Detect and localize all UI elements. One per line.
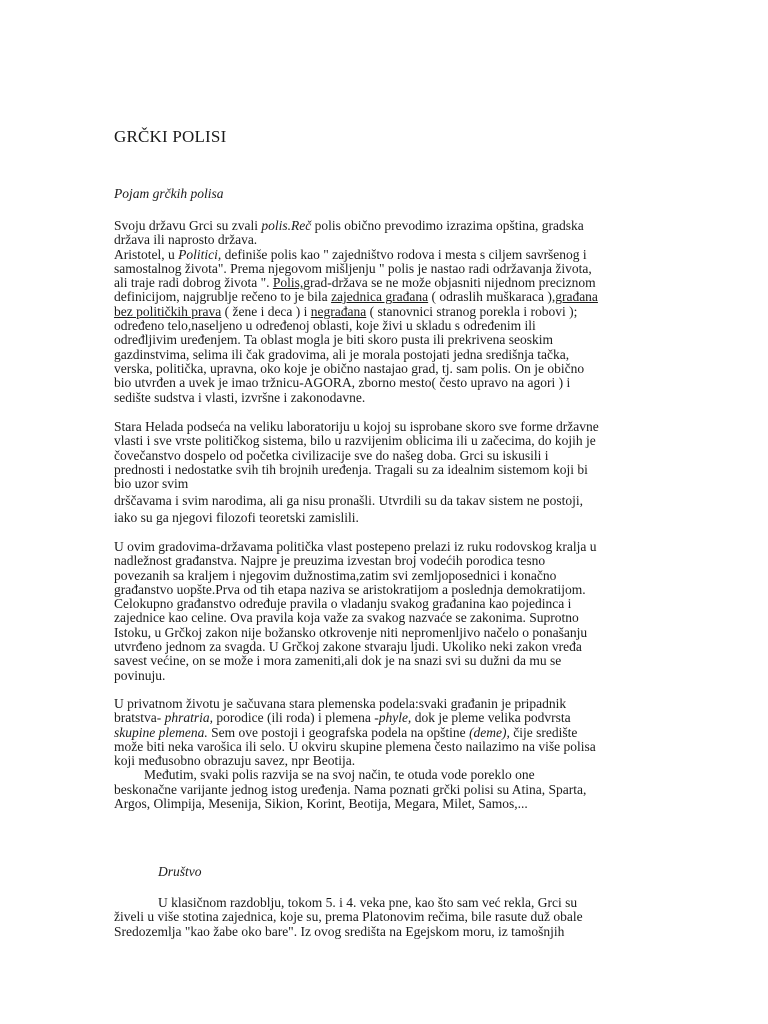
underlined-term: negrađana (310, 303, 367, 319)
text-line: Istoku, u Grčkoj zakon nije božansko otkrovenje niti nepromenljivo načelo o ponašanju (114, 624, 588, 640)
underlined-term: bez političkih prava (114, 303, 222, 319)
text-line: Celokupno građanstvo određuje pravila o vladanju svakog građanina kao pojedinca i (114, 596, 572, 612)
text-line: povezanih sa kraljem i njegovim dužnostima,zatim svi zemljoposednici i konačno (114, 567, 557, 583)
text-line: bio utvrđen a uvek je imao tržnicu-AGORA, zborno mesto( često upravo na agori ) i (114, 375, 571, 391)
text-line: Međutim, svaki polis razvija se na svoj način, te otuda vode poreklo one (144, 767, 535, 783)
text-line: U ovim gradovima-državama politička vlast postepeno prelazi iz ruku rodovskog kralja u (114, 539, 597, 554)
paragraph-2 (114, 420, 656, 491)
paragraph-4 (114, 697, 656, 811)
page-title: GRČKI POLISI (114, 127, 227, 146)
italic-term: skupine plemena. (114, 724, 208, 740)
text-line: može biti neka varošica ili selo. U okviru skupine plemena često nailazimo na više polisa (114, 738, 596, 754)
text-line: prednosti i nedostatke svih tih brojnih uređenja. Tragali su za idealnim sistemom koji bi (114, 461, 588, 477)
text-line: Stara Helada podseća na veliku laboratoriju u kojoj su isprobane skoro sve forme državne (114, 419, 599, 434)
text-line: zajednice kao celine. Ova pravila koja važe za svakog nazvaće se zakonima. Suprotno (114, 610, 579, 626)
text-line: Svoju državu Grci su zvali polis.Reč polis obično prevodimo izrazima opština, gradska (114, 218, 584, 233)
text-line: vlasti i sve vrste političkog sistema, bilo u razvijenim oblicima ili u začecima, do kojih je (114, 433, 596, 449)
text-line: koji međusobno obrazuju savez, npr Beotija. (114, 753, 356, 769)
italic-term: polis.Reč (261, 218, 312, 233)
text-line: U privatnom životu je sačuvana stara plemenska podela:svaki građanin je pripadnik (114, 696, 567, 711)
text-line: iako su ga njegovi filozofi teoretski zamislili. (114, 510, 359, 525)
paragraph-3 (114, 540, 656, 683)
text-line: beskonačne varijante jednog istog uređenja. Nama poznati grčki polisi su Atina, Sparta, (114, 781, 587, 797)
text-line: povinuju. (114, 667, 166, 683)
section-heading-pojam: Pojam grčkih polisa (114, 186, 224, 201)
paragraph-5 (114, 896, 656, 939)
text-line: živeli u više stotina zajednica, koje su, prema Platonovim rečima, bile rasute duž obale (114, 909, 583, 925)
text-line: samostalnog života". Prema njegovom mišljenju " polis je nastao radi održavanja života, (114, 260, 592, 276)
italic-term: phratria, (164, 710, 213, 726)
text-line: sedište sudstva i vlasti, izvršne i zakonodavne. (114, 389, 366, 405)
text-line: gazdinstvima, selima ili čak gradovima, ali je morala postojati jedna središnja tačka, (114, 346, 570, 362)
text-line: čovečanstvo dospelo od početka civilizacije sve do našeg doba. Grci su iskusili i (114, 447, 549, 463)
text-line: U klasičnom razdoblju, tokom 5. i 4. veka pne, kao što sam već rekla, Grci su (158, 895, 578, 910)
text-line: bez političkih prava ( žene i deca ) i negrađana ( stanovnici stranog porekla i robovi ); (114, 303, 578, 319)
text-line: skupine plemena. Sem ove postoji i geografska podela na opštine (deme), čije središte (114, 724, 578, 740)
text-line: bratstva- phratria, porodice (ili roda) i plemena -phyle, dok je pleme velika podvrsta (114, 710, 571, 726)
text-line: građanstvo uopšte.Prva od tih etapa naziva se aristokratijom a poslednja demokratijom. (114, 581, 586, 597)
text-line: određljivim uređenjem. Ta oblast mogla je biti skoro pusta ili prekrivena seoskim (114, 332, 553, 348)
text-line: ali traje radi dobrog života ". Polis,grad-država se ne može objasniti nijednom preciznom (114, 275, 596, 291)
underlined-term: Polis, (272, 275, 304, 291)
italic-term: (deme), (469, 724, 510, 740)
text-line: verska, politička, upravna, oko koje je obično nastajao grad, tj. sam polis. On je obično (114, 360, 585, 376)
text-line: određeno telo,naseljeno u određenoj oblasti, koje živi u skladu s određenim ili (114, 318, 536, 334)
paragraph-2-continued (114, 492, 656, 526)
section-heading-drustvo: Društvo (158, 864, 202, 879)
text-line: definicijom, najgrublje rečeno to je bila zajednica građana ( odraslih muškaraca ),građana (114, 289, 598, 305)
text-line: država ili naprosto država. (114, 232, 258, 248)
text-line: bio uzor svim (114, 476, 189, 492)
underlined-term: zajednica građana (331, 289, 429, 305)
text-line: nadležnost građanstva. Najpre je preuzima izvestan broj vodećih porodica tesno (114, 553, 546, 569)
text-line: Aristotel, u Politici, definiše polis kao " zajedništvo rodova i mesta s ciljem savršenog i (114, 246, 587, 262)
text-line: Sredozemlja "kao žabe oko bare". Iz ovog središta na Egejskom moru, iz tamošnjih (114, 923, 565, 939)
text-line: drščavama i svim narodima, ali ga nisu pronašli. Utvrdili su da takav sistem ne postoji, (114, 493, 584, 508)
text-line: utvrđeno jednom za svagda. U Grčkoj zakone stvaraju ljudi. Ukoliko neki zakon vređa (114, 639, 582, 655)
italic-term: -phyle, (374, 710, 412, 726)
text-line: Argos, Olimpija, Mesenija, Sikion, Korint, Beotija, Megara, Milet, Samos,... (114, 796, 528, 812)
italic-term: Politici, (178, 246, 222, 262)
underlined-term: građana (555, 289, 598, 305)
text-line: savest većine, on se može i mora zameniti,ali dok je na snazi svi su dužni da mu se (114, 653, 562, 669)
paragraph-1 (114, 219, 656, 405)
